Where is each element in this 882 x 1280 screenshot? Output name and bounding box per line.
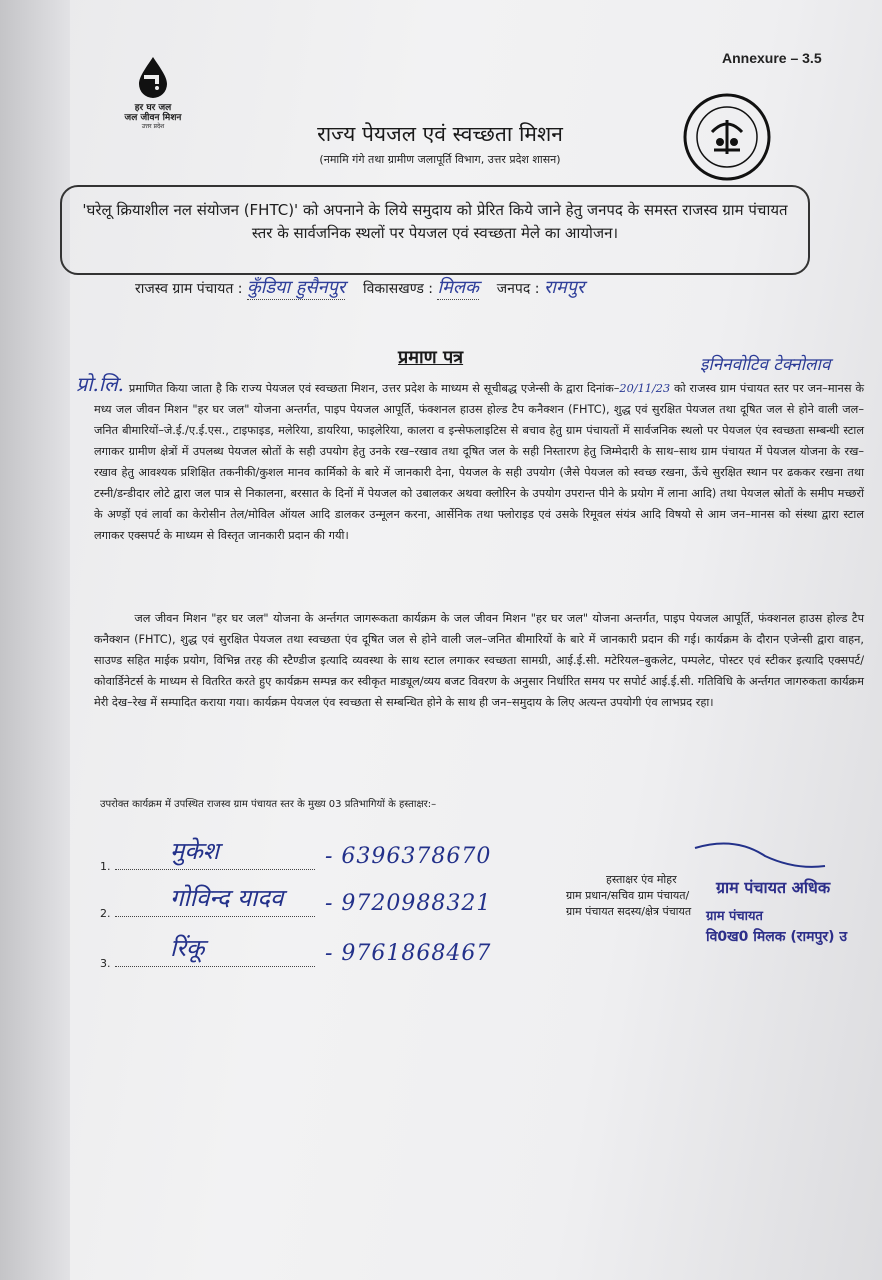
block-value: मिलक [437,277,479,298]
water-tap-icon [135,55,171,99]
participant-row-3 [100,934,492,970]
participant-phone: - 6396378670 [325,844,492,869]
gp-label: राजस्व ग्राम पंचायत : [135,281,243,297]
mission-subtitle: (नमामि गंगे तथा ग्रामीण जलापूर्ति विभाग, उत्तर प्रदेश शासन) [319,153,561,166]
participant-name: रिंकू [170,934,205,962]
certificate-heading: प्रमाण पत्र [398,347,464,368]
certificate-paragraph-2 [94,608,864,713]
logo-text-3: उत्तर प्रदेश [141,123,165,130]
participant-number: 2. [100,907,111,920]
official-stamp-line-2: ग्राम पंचायत [706,909,763,924]
official-stamp-line-3: वि0ख0 मिलक (रामपुर) उ [706,929,848,945]
har-ghar-jal-logo [118,55,188,130]
event-description-box: 'घरेलू क्रियाशील नल संयोजन (FHTC)' को अपनाने के लिये समुदाय को प्रेरित किये जाने हेतु जनपद के समस्त राजस्व ग्राम पंचायत स्तर के सार्वजनिक स्थलों पर पेयजल एवं स्वच्छता मेले का आयोजन। [60,185,810,275]
p2-text: जल जीवन मिशन "हर घर जल" योजना के अर्न्तगत जागरूकता कार्यक्रम के जल जीवन मिशन "हर घर जल" योजना अन्तर्गत, पाइप पेयजल आपूर्ति, फंक्शनल हाउस होल्ड टैप कनैक्शन (FHTC), शुद्ध एवं सुरक्षित पेयजल तथा स्वच्छता एंव दूषित जल से होने वाली जल–जनित बीमारियों के बारे में जानकारी प्रदान की गई। कार्यक्रम के दौरान एजेन्सी द्वारा वाहन, साउण्ड सहित माईक प्रयोग, विभिन्न तरह की स्टैण्डीज इत्यादि व्यवस्था के साथ स्टाल लगाकर स्वच्छता सामग्री, आई.ई.सी. मटेरियल–बुकलेट, पम्पलेट, पोस्टर एवं स्टीकर इत्यादि एक्सपर्ट/कोवार्डिनेटर्स के माध्यम से वितरित करते हुए कार्यक्रम सम्पन्न कर स्वीकृत माड्यूल/व्यय बजट विवरण के अनुसार निर्धारित समय पर सपोर्ट आई.ई.सी. गतिविधि के अर्न्तगत जागरुकता कार्यक्रम मेरी देख–रेख में सम्पादित कराया गया। कार्यक्रम पेयजल एंव स्वच्छता से सम्बन्धित होने के साथ ही जन–समुदाय के लिए अत्यन्त उपयोगी एंव लाभप्रद रहा। [94,612,865,709]
up-government-seal-icon [682,92,772,182]
district-label: जनपद : [496,281,540,297]
district-value: रामपुर [543,277,585,298]
p1-part-b: के द्वारा दिनांक– [553,382,620,395]
certificate-paragraph-1 [94,378,864,546]
agency-handwritten: इनिनवोटिव टेक्नोलाव [700,355,831,375]
authority-line-1: हस्ताक्षर एंव मोहर [606,873,677,886]
panchayat-details-line [135,275,835,300]
participant-name: गोविन्द यादव [170,884,284,912]
logo-text-1: हर घर जल [134,103,172,113]
participant-phone: - 9761868467 [325,941,492,966]
participant-row-2 [100,884,492,920]
p1-part-c: को राजस्व ग्राम पंचायत स्तर पर जन–मानस के मध्य जल जीवन मिशन "हर घर जल" योजना अन्तर्गत, पाइप पेयजल आपूर्ति, फंक्शनल हाउस होल्ड टैप कनैक्शन (FHTC), शुद्ध एवं सुरक्षित पेयजल तथा दूषित जल से होने वाली जल–जनित बीमारियों–जे.ई./ए.ई.एस., टाइफाइड, मलेरिया, डायरिया, फाइलेरिया, कालरा व इन्सेफलाइटिस से बचाव हेतु ग्राम पंचायतों में सार्वजनिक स्थलो पर पेयजल एंव स्वच्छता सम्बन्धी स्टाल लगाकर ग्रामीण क्षेत्रों में उपलब्ध पेयजल स्रोतों के सही उपयोग हेतु उनके रख–रखाव तथा दूषित जल के सही निस्तारण हेतु जिम्मेदारी के साथ–साथ ग्राम पंचायत में पेयजल योजना के रख–रखाव हेतु आवश्यक प्रशिक्षित तकनीकी/कुशल मानव कार्मिको के बारे में जानकारी देना, पेयजल के सही उपयोग (जैसे पेयजल को स्वच्छ रखना, ऊँचे सुरक्षित स्थान पर ढककर रखना तथा टस्नी/डन्डीदार लोटे द्वारा जल पात्र से निकालना, बरसात के दिनों में पेयजल को उबालकर अथवा क्लोरिन के उपयोग उपरान्त पीने के प्रयोग में लाना आदि) तथा पेयजल स्रोतों के समीप मच्छरों के अण्ड़ों एवं लार्वा का केरोसीन तेल/मोविल ऑयल आदि डालकर उन्मूलन करना, आर्सेनिक तथा फ्लोराइड एवं उसके रिमूवल संयंत्र आदि विषयो से आम जन–मानस को संस्था द्वारा स्टाल लगाकर एक्सपर्ट के माध्यम से विस्तृत जानकारी प्रदान की गयी। [94,382,865,542]
participant-phone: - 9720988321 [325,891,492,916]
gp-value: कुँडिया हुसैनपुर [246,277,346,298]
event-date-handwritten: 20/11/23 [619,382,671,395]
page-fold-shadow [0,0,70,1280]
participant-number: 1. [100,860,111,873]
participants-note: उपरोक्त कार्यक्रम में उपस्थित राजस्व ग्राम पंचायत स्तर के मुख्य 03 प्रतिभागियों के हस्ताक्षर:– [100,799,437,810]
annexure-label: Annexure – 3.5 [722,50,822,66]
participant-row-1 [100,837,492,873]
authority-line-3: ग्राम पंचायत सदस्य/क्षेत्र पंचायत [566,905,692,918]
official-stamp-line-1: ग्राम पंचायत अधिक [716,878,831,897]
authority-line-2: ग्राम प्रधान/सचिव ग्राम पंचायत/ [566,889,690,902]
block-label: विकासखण्ड : [363,281,434,297]
mission-title: राज्य पेयजल एवं स्वच्छता मिशन [317,122,563,146]
logo-text-2: जल जीवन मिशन [124,113,182,123]
participant-number: 3. [100,957,111,970]
p1-part-a: प्रमाणित किया जाता है कि राज्य पेयजल एवं स्वच्छता मिशन, उत्तर प्रदेश के माध्यम से सूचीबद्ध एजेन्सी [128,382,550,395]
agency-suffix-handwritten: प्रो.लि. [76,372,125,396]
participant-name: मुकेश [170,837,220,865]
